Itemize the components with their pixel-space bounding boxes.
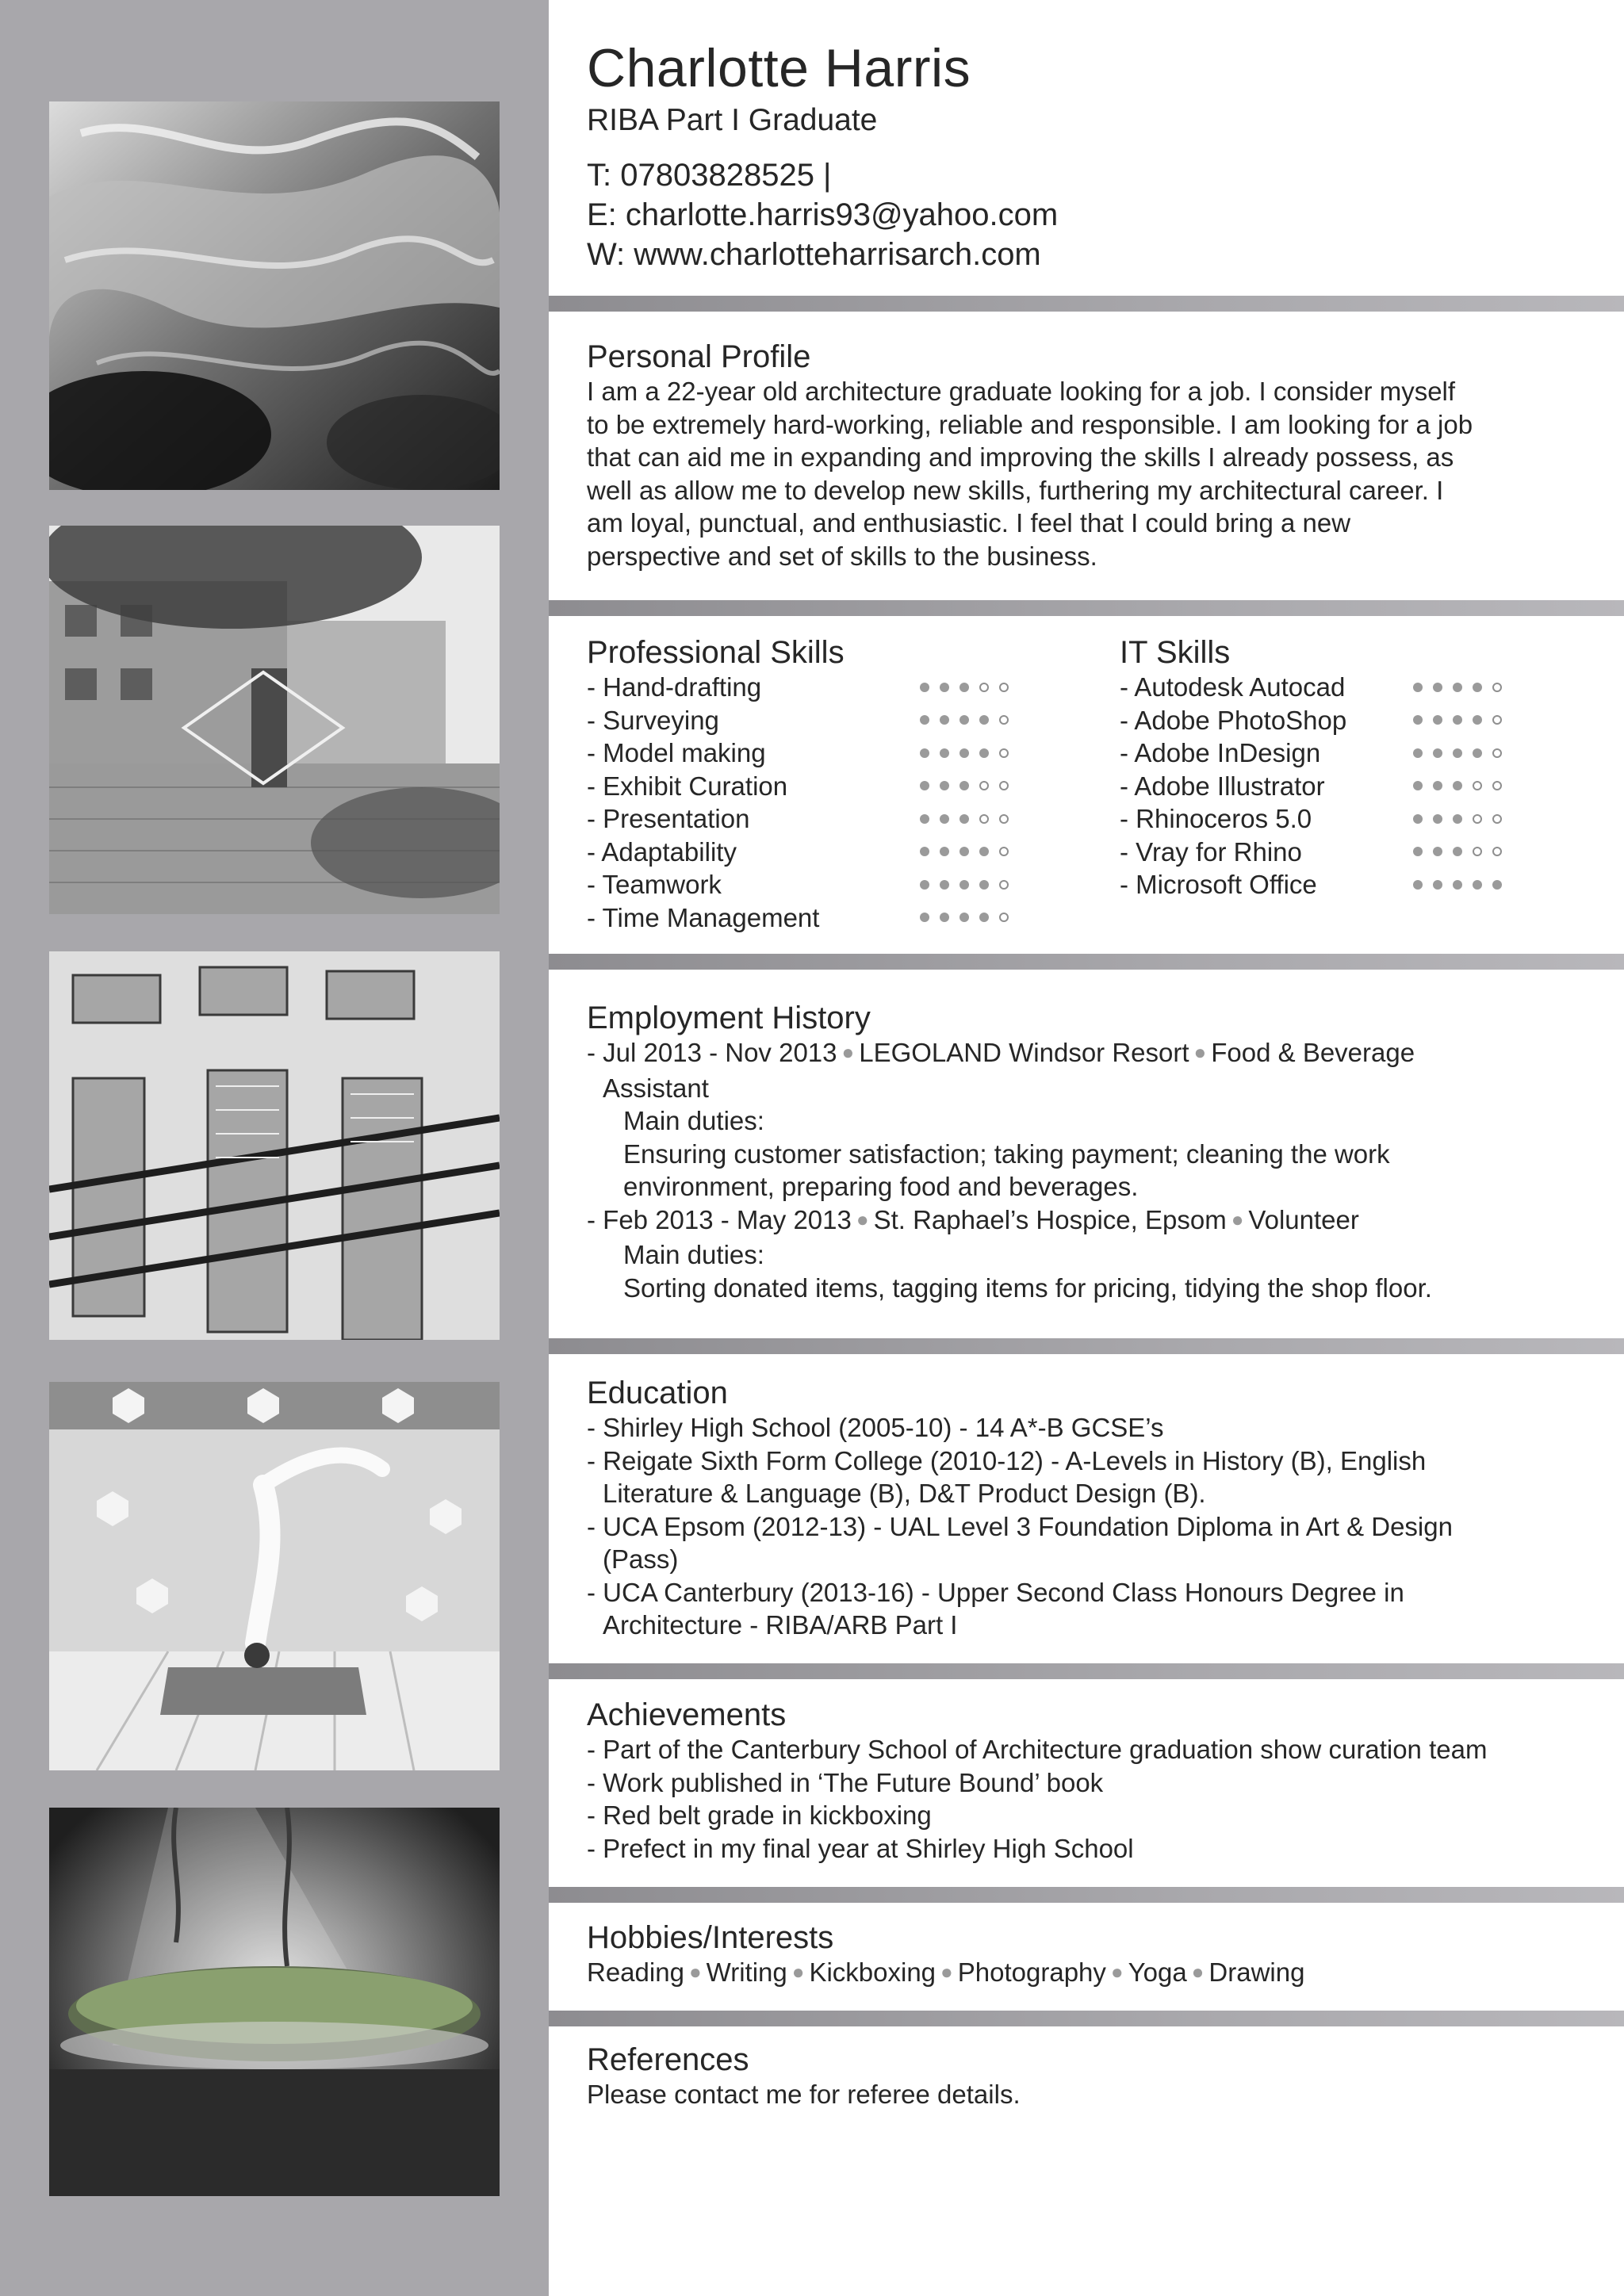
skill-row [1120, 802, 1595, 836]
job-entry [587, 1203, 1592, 1305]
rating-dot-filled [979, 847, 989, 856]
section-divider [549, 600, 1624, 616]
education-line: - Reigate Sixth Form College (2010-12) - A-Levels in History (B), English [587, 1445, 1427, 1475]
portfolio-image-yoga-interior [49, 1382, 500, 1770]
skill-label: - Teamwork [587, 870, 722, 899]
rating-dot-empty [1492, 748, 1502, 758]
rating-dot-filled [940, 781, 949, 790]
rating-dot-filled [1413, 683, 1423, 692]
skill-row [1120, 770, 1595, 803]
portfolio-image-model-texture [49, 101, 500, 490]
education-section [587, 1375, 1592, 1642]
skill-row [587, 737, 1063, 770]
hobby-item: Writing [706, 1957, 787, 1987]
rating-dot-filled [920, 748, 929, 758]
employment-history-section [587, 1000, 1592, 1304]
skill-label: - Exhibit Curation [587, 771, 788, 801]
rating-dot-filled [920, 847, 929, 856]
rating-dot-filled [1413, 847, 1423, 856]
rating-dot-empty [979, 683, 989, 692]
duties-text: Sorting donated items, tagging items for pricing, tidying the shop floor. [623, 1272, 1432, 1303]
bullet-separator: ● [940, 1960, 953, 1984]
skill-row [1120, 704, 1595, 737]
skill-rating [1413, 836, 1502, 869]
rating-dot-filled [979, 715, 989, 725]
rating-dot-empty [1473, 814, 1482, 824]
job-entry [587, 1036, 1592, 1203]
achievement-item: - Red belt grade in kickboxing [587, 1800, 932, 1830]
section-divider [549, 296, 1624, 312]
section-heading: Education [587, 1376, 728, 1410]
achievement-item: - Work published in ‘The Future Bound’ book [587, 1767, 1104, 1797]
skill-rating [1413, 737, 1502, 770]
skill-row [587, 770, 1063, 803]
hobbies-list [587, 1956, 1592, 1992]
rating-dot-empty [999, 781, 1009, 790]
portfolio-image-garden-installation [49, 1808, 500, 2196]
skill-label: - Adaptability [587, 836, 737, 867]
rating-dot-filled [1473, 683, 1482, 692]
section-heading: Employment History [587, 1001, 871, 1035]
rating-dot-filled [959, 814, 969, 824]
rating-dot-filled [1453, 715, 1462, 725]
job-role-continued: Assistant [603, 1073, 709, 1103]
education-line: - UCA Epsom (2012-13) - UAL Level 3 Foundation Diploma in Art & Design [587, 1511, 1453, 1541]
rating-dot-filled [940, 913, 949, 922]
skill-label: - Adobe InDesign [1120, 738, 1321, 767]
rating-dot-empty [999, 715, 1009, 725]
rating-dot-filled [1453, 748, 1462, 758]
hobby-item: Reading [587, 1957, 684, 1987]
rating-dot-empty [1473, 847, 1482, 856]
job-role: Food & Beverage [1211, 1038, 1415, 1067]
skill-rating [1413, 770, 1502, 803]
references-section [587, 2042, 1592, 2111]
achievement-item: - Prefect in my final year at Shirley High School [587, 1833, 1134, 1863]
bullet-separator: ● [1193, 1040, 1207, 1064]
rating-dot-filled [1433, 748, 1442, 758]
rating-dot-empty [999, 683, 1009, 692]
professional-skills-list [587, 671, 1063, 934]
rating-dot-empty [1492, 847, 1502, 856]
section-divider [549, 954, 1624, 970]
education-line: - Shirley High School (2005-10) - 14 A*-B GCSE’s [587, 1413, 1164, 1442]
duties-text: Ensuring customer satisfaction; taking payment; cleaning the work [623, 1138, 1390, 1169]
rating-dot-filled [920, 683, 929, 692]
rating-dot-filled [959, 880, 969, 890]
contact-website[interactable]: W: www.charlotteharrisarch.com [587, 237, 1041, 272]
rating-dot-filled [940, 748, 949, 758]
achievement-item: - Part of the Canterbury School of Architecture graduation show curation team [587, 1735, 1488, 1764]
skill-label: - Time Management [587, 902, 820, 932]
skill-label: - Presentation [587, 804, 750, 833]
skill-row [1120, 868, 1595, 901]
profile-text [587, 375, 1592, 572]
hobbies-section [587, 1919, 1592, 1992]
rating-dot-filled [940, 683, 949, 692]
rating-dot-empty [979, 814, 989, 824]
bullet-separator: ● [841, 1040, 855, 1064]
section-heading: IT Skills [1120, 635, 1231, 670]
section-divider [549, 1663, 1624, 1679]
skill-row [1120, 671, 1595, 704]
rating-dot-filled [1433, 814, 1442, 824]
bullet-separator: ● [688, 1960, 702, 1984]
rating-dot-filled [920, 781, 929, 790]
job-employer: LEGOLAND Windsor Resort [859, 1038, 1189, 1067]
rating-dot-filled [979, 913, 989, 922]
skill-rating [920, 737, 1009, 770]
profile-line: to be extremely hard-working, reliable and responsible. I am looking for a job [587, 409, 1473, 439]
skill-rating [1413, 704, 1502, 737]
rating-dot-empty [1492, 814, 1502, 824]
education-line: Architecture - RIBA/ARB Part I [603, 1610, 958, 1640]
achievements-section [587, 1697, 1592, 1865]
hobby-item: Photography [957, 1957, 1106, 1987]
skill-rating [920, 802, 1009, 836]
section-divider [549, 2011, 1624, 2026]
rating-dot-filled [1453, 880, 1462, 890]
section-heading: Hobbies/Interests [587, 1920, 834, 1955]
skill-label: - Surveying [587, 705, 719, 735]
section-heading: Achievements [587, 1697, 787, 1732]
rating-dot-filled [1453, 847, 1462, 856]
section-heading: Professional Skills [587, 635, 845, 670]
rating-dot-filled [940, 880, 949, 890]
rating-dot-filled [1433, 781, 1442, 790]
education-list [587, 1411, 1592, 1642]
rating-dot-filled [920, 913, 929, 922]
personal-profile-section [587, 339, 1592, 572]
hobby-item: Yoga [1128, 1957, 1187, 1987]
rating-dot-filled [959, 715, 969, 725]
skill-row [1120, 836, 1595, 869]
skill-label: - Adobe Illustrator [1120, 771, 1325, 801]
skill-rating [1413, 671, 1502, 704]
profile-line: am loyal, punctual, and enthusiastic. I feel that I could bring a new [587, 508, 1351, 538]
skill-row [587, 802, 1063, 836]
bullet-separator: ● [1191, 1960, 1205, 1984]
skill-label: - Vray for Rhino [1120, 836, 1302, 867]
skill-label: - Microsoft Office [1120, 870, 1317, 899]
rating-dot-filled [959, 748, 969, 758]
rating-dot-filled [940, 847, 949, 856]
skill-label: - Hand-drafting [587, 672, 762, 702]
education-line: - UCA Canterbury (2013-16) - Upper Second Class Honours Degree in [587, 1577, 1404, 1607]
skill-label: - Rhinoceros 5.0 [1120, 804, 1312, 833]
profile-line: that can aid me in expanding and improving the skills I already possess, as [587, 442, 1454, 472]
skill-rating [920, 868, 1009, 901]
skill-rating [920, 671, 1009, 704]
rating-dot-filled [940, 715, 949, 725]
rating-dot-empty [1473, 781, 1482, 790]
skill-rating [920, 770, 1009, 803]
skill-rating [920, 704, 1009, 737]
skill-rating [920, 836, 1009, 869]
rating-dot-filled [959, 847, 969, 856]
rating-dot-empty [999, 814, 1009, 824]
section-heading: Personal Profile [587, 339, 811, 374]
rating-dot-filled [1413, 814, 1423, 824]
rating-dot-filled [1453, 814, 1462, 824]
rating-dot-empty [999, 748, 1009, 758]
rating-dot-filled [959, 781, 969, 790]
contact-email[interactable]: E: charlotte.harris93@yahoo.com [587, 197, 1059, 232]
job-dates: - Jul 2013 - Nov 2013 [587, 1038, 837, 1067]
references-text: Please contact me for referee details. [587, 2080, 1021, 2109]
rating-dot-filled [920, 880, 929, 890]
skill-label: - Model making [587, 738, 766, 767]
skill-rating [1413, 868, 1502, 901]
rating-dot-empty [999, 880, 1009, 890]
resume-header [587, 38, 1592, 274]
it-skills-list [1120, 671, 1595, 901]
candidate-title: RIBA Part I Graduate [587, 103, 878, 137]
rating-dot-filled [940, 814, 949, 824]
skill-rating [920, 901, 1009, 935]
skill-row [587, 868, 1063, 901]
rating-dot-filled [1492, 880, 1502, 890]
achievements-list [587, 1733, 1592, 1865]
job-employer: St. Raphael’s Hospice, Epsom [873, 1204, 1227, 1234]
duties-label: Main duties: [623, 1106, 764, 1135]
skill-row [587, 671, 1063, 704]
skill-row [587, 901, 1063, 935]
skill-row [1120, 737, 1595, 770]
duties-text: environment, preparing food and beverages. [623, 1172, 1139, 1201]
rating-dot-filled [1413, 880, 1423, 890]
section-divider [549, 1338, 1624, 1354]
rating-dot-empty [1492, 781, 1502, 790]
rating-dot-filled [920, 715, 929, 725]
profile-line: perspective and set of skills to the business. [587, 541, 1097, 571]
skill-label: - Autodesk Autocad [1120, 672, 1346, 702]
rating-dot-empty [1492, 715, 1502, 725]
rating-dot-filled [1453, 683, 1462, 692]
rating-dot-filled [959, 913, 969, 922]
duties-label: Main duties: [623, 1240, 764, 1269]
hobby-item: Kickboxing [809, 1957, 936, 1987]
education-line: Literature & Language (B), D&T Product Design (B). [603, 1479, 1206, 1508]
rating-dot-empty [1492, 683, 1502, 692]
bullet-separator: ● [1231, 1207, 1244, 1231]
job-role: Volunteer [1248, 1204, 1359, 1234]
job-dates: - Feb 2013 - May 2013 [587, 1204, 852, 1234]
rating-dot-filled [1433, 880, 1442, 890]
it-skills-section [1120, 634, 1595, 901]
profile-line: well as allow me to develop new skills, furthering my architectural career. I [587, 475, 1444, 505]
rating-dot-filled [979, 880, 989, 890]
candidate-name: Charlotte Harris [587, 38, 971, 98]
rating-dot-filled [1433, 683, 1442, 692]
rating-dot-filled [1473, 748, 1482, 758]
hobby-item: Drawing [1208, 1957, 1305, 1987]
portfolio-image-architectural-model [49, 951, 500, 1340]
skill-row [587, 836, 1063, 869]
rating-dot-filled [979, 748, 989, 758]
rating-dot-empty [979, 781, 989, 790]
rating-dot-filled [1413, 748, 1423, 758]
section-divider [549, 1887, 1624, 1903]
rating-dot-filled [1453, 781, 1462, 790]
skill-row [587, 704, 1063, 737]
education-line: (Pass) [603, 1544, 679, 1574]
section-heading: References [587, 2042, 749, 2077]
rating-dot-filled [1433, 847, 1442, 856]
skill-rating [1413, 802, 1502, 836]
contact-phone: T: 07803828525 | [587, 158, 832, 193]
rating-dot-filled [1433, 715, 1442, 725]
skill-label: - Adobe PhotoShop [1120, 705, 1347, 735]
rating-dot-filled [1413, 715, 1423, 725]
rating-dot-filled [1413, 781, 1423, 790]
rating-dot-filled [920, 814, 929, 824]
portfolio-image-street-scene [49, 526, 500, 914]
bullet-separator: ● [791, 1960, 805, 1984]
rating-dot-filled [1473, 715, 1482, 725]
profile-line: I am a 22-year old architecture graduate looking for a job. I consider myself [587, 377, 1456, 406]
rating-dot-filled [959, 683, 969, 692]
rating-dot-filled [1473, 880, 1482, 890]
professional-skills-section [587, 634, 1063, 934]
bullet-separator: ● [1110, 1960, 1124, 1984]
rating-dot-empty [999, 847, 1009, 856]
contact-details [587, 155, 1592, 274]
bullet-separator: ● [856, 1207, 869, 1231]
rating-dot-empty [999, 913, 1009, 922]
